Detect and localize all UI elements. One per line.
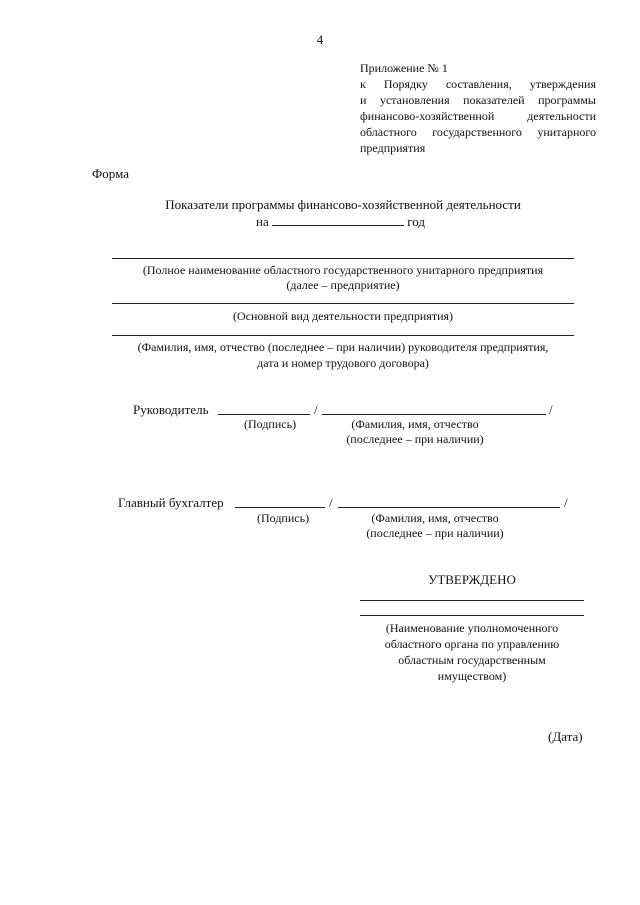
- year-word: год: [407, 214, 425, 229]
- appendix-last-line: предприятия: [360, 141, 426, 155]
- enterprise-name-caption: (Полное наименование областного государственного унитарного предприятия: [142, 263, 544, 277]
- director-name-caption: (Фамилия, имя, отчество: [351, 417, 479, 431]
- year-blank[interactable]: [272, 213, 404, 226]
- chief-accountant-separator: /: [329, 495, 333, 510]
- appendix-title: Приложение № 1: [360, 61, 448, 75]
- head-name-line[interactable]: [112, 335, 574, 336]
- director-separator-end: /: [549, 402, 553, 417]
- chief-accountant-signature-caption: (Подпись): [257, 511, 310, 525]
- appendix-line: и установления показателей программы: [360, 93, 596, 107]
- date-label: (Дата): [548, 729, 583, 744]
- director-signature-line[interactable]: [218, 414, 310, 415]
- approval-caption-line: областным государственным: [398, 653, 546, 667]
- on-word: на: [256, 214, 269, 229]
- appendix-line: областного государственного унитарного: [360, 125, 596, 139]
- head-name-caption-2: дата и номер трудового договора): [257, 356, 429, 370]
- main-activity-caption: (Основной вид деятельности предприятия): [232, 309, 454, 323]
- appendix-block: [360, 60, 596, 156]
- director-name-caption-2: (последнее – при наличии): [346, 432, 484, 446]
- director-label: Руководитель: [133, 402, 209, 417]
- approval-title: УТВЕРЖДЕНО: [428, 572, 516, 587]
- chief-accountant-name-caption-2: (последнее – при наличии): [366, 526, 504, 540]
- director-signature-caption: (Подпись): [244, 417, 297, 431]
- director-name-line[interactable]: [322, 414, 546, 415]
- appendix-line: финансово-хозяйственной деятельности: [360, 109, 596, 123]
- approval-caption-line: имуществом): [437, 669, 507, 683]
- page-number: 4: [316, 32, 324, 47]
- head-name-caption: (Фамилия, имя, отчество (последнее – при наличии) руководителя предприятия,: [137, 340, 549, 354]
- form-label: Форма: [92, 166, 129, 181]
- enterprise-name-line[interactable]: [112, 258, 574, 259]
- director-separator: /: [314, 402, 318, 417]
- chief-accountant-name-line[interactable]: [338, 507, 560, 508]
- year-line: [256, 213, 425, 230]
- approval-caption-line: областного органа по управлению: [384, 637, 560, 651]
- enterprise-name-caption-2: (далее – предприятие): [286, 278, 400, 292]
- approval-line-1[interactable]: [360, 600, 584, 601]
- chief-accountant-label: Главный бухгалтер: [118, 495, 224, 510]
- chief-accountant-name-caption: (Фамилия, имя, отчество: [371, 511, 499, 525]
- document-heading: Показатели программы финансово-хозяйственной деятельности: [165, 197, 521, 212]
- chief-accountant-separator-end: /: [564, 495, 568, 510]
- main-activity-line[interactable]: [112, 303, 574, 304]
- approval-caption-line: (Наименование уполномоченного: [385, 621, 559, 635]
- appendix-line: к Порядку составления, утверждения: [360, 77, 596, 91]
- approval-line-2[interactable]: [360, 615, 584, 616]
- chief-accountant-signature-line[interactable]: [235, 507, 325, 508]
- approval-caption: [360, 620, 584, 684]
